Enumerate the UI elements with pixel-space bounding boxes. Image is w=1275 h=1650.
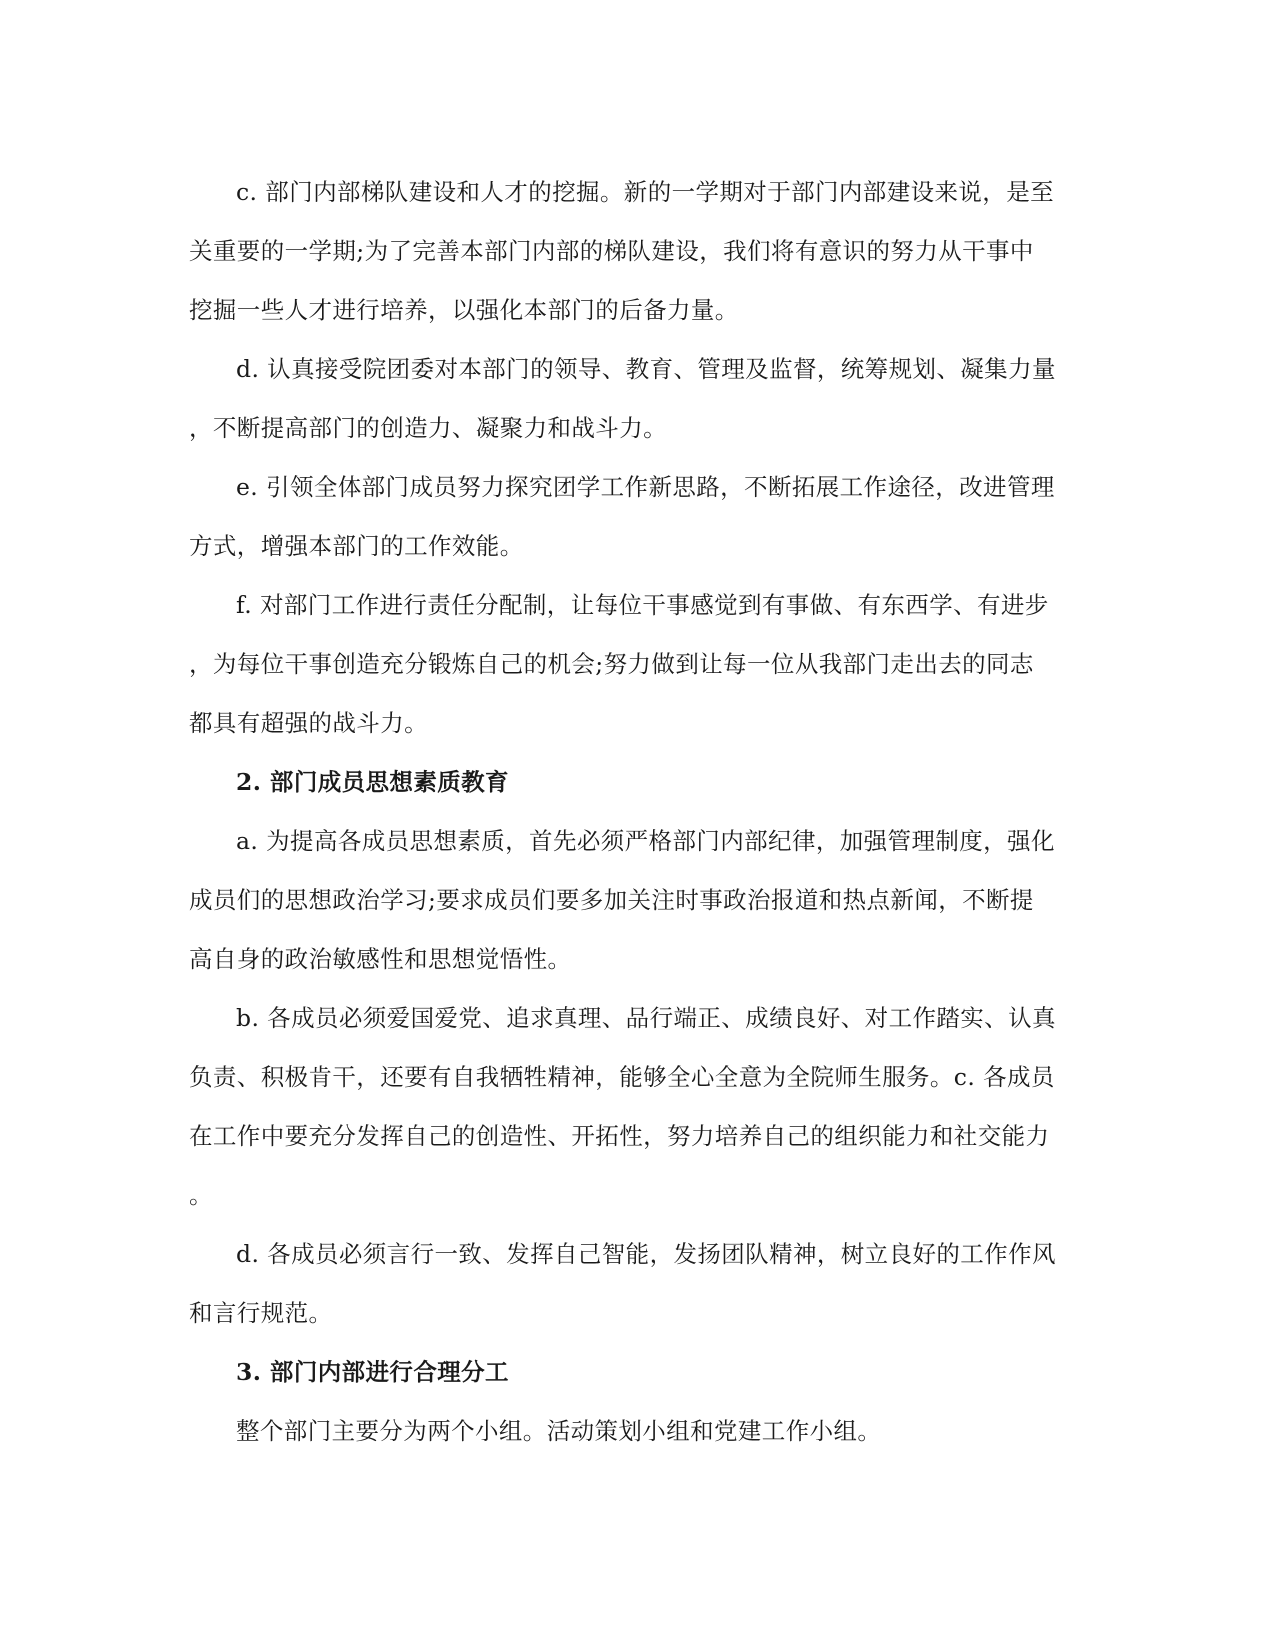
- text-line: d. 各成员必须言行一致、发挥自己智能，发扬团队精神，树立良好的工作作风: [236, 1240, 1056, 1268]
- paragraph-d: [189, 340, 1084, 458]
- paragraph-d2: [189, 1225, 1084, 1343]
- text-line: 关重要的一学期;为了完善本部门内部的梯队建设，我们将有意识的努力从干事中: [189, 237, 1034, 265]
- text-line: c. 部门内部梯队建设和人才的挖掘。新的一学期对于部门内部建设来说，是至: [236, 178, 1055, 206]
- text-line: 成员们的思想政治学习;要求成员们要多加关注时事政治报道和热点新闻，不断提: [189, 886, 1034, 914]
- paragraph-f: [189, 576, 1084, 753]
- text-line: 整个部门主要分为两个小组。活动策划小组和党建工作小组。: [236, 1417, 882, 1445]
- text-line: ，不断提高部门的创造力、凝聚力和战斗力。: [189, 414, 667, 442]
- paragraph-groups: [189, 1402, 1084, 1461]
- section-heading-3: [189, 1343, 1084, 1402]
- paragraph-c: [189, 163, 1084, 340]
- document-page: [189, 163, 1084, 1461]
- heading-text: 2. 部门成员思想素质教育: [236, 768, 509, 796]
- text-line: 和言行规范。: [189, 1299, 333, 1327]
- text-line: 挖掘一些人才进行培养，以强化本部门的后备力量。: [189, 296, 739, 324]
- paragraph-e: [189, 458, 1084, 576]
- paragraph-b: [189, 989, 1084, 1225]
- text-line: b. 各成员必须爱国爱党、追求真理、品行端正、成绩良好、对工作踏实、认真: [236, 1004, 1056, 1032]
- text-line: 。: [189, 1181, 213, 1209]
- section-heading-2: [189, 753, 1084, 812]
- text-line: f. 对部门工作进行责任分配制，让每位干事感觉到有事做、有东西学、有进步: [236, 591, 1049, 619]
- text-line: e. 引领全体部门成员努力探究团学工作新思路，不断拓展工作途径，改进管理: [236, 473, 1055, 501]
- paragraph-a: [189, 812, 1084, 989]
- text-line: a. 为提高各成员思想素质，首先必须严格部门内部纪律，加强管理制度，强化: [236, 827, 1055, 855]
- text-line: 高自身的政治敏感性和思想觉悟性。: [189, 945, 572, 973]
- text-line: 负责、积极肯干，还要有自我牺牲精神，能够全心全意为全院师生服务。c. 各成员: [189, 1063, 1055, 1091]
- text-line: d. 认真接受院团委对本部门的领导、教育、管理及监督，统筹规划、凝集力量: [236, 355, 1056, 383]
- text-line: 都具有超强的战斗力。: [189, 709, 428, 737]
- heading-text: 3. 部门内部进行合理分工: [236, 1358, 509, 1386]
- text-line: 方式，增强本部门的工作效能。: [189, 532, 524, 560]
- text-line: ，为每位干事创造充分锻炼自己的机会;努力做到让每一位从我部门走出去的同志: [189, 650, 1034, 678]
- text-line: 在工作中要充分发挥自己的创造性、开拓性，努力培养自己的组织能力和社交能力: [189, 1122, 1050, 1150]
